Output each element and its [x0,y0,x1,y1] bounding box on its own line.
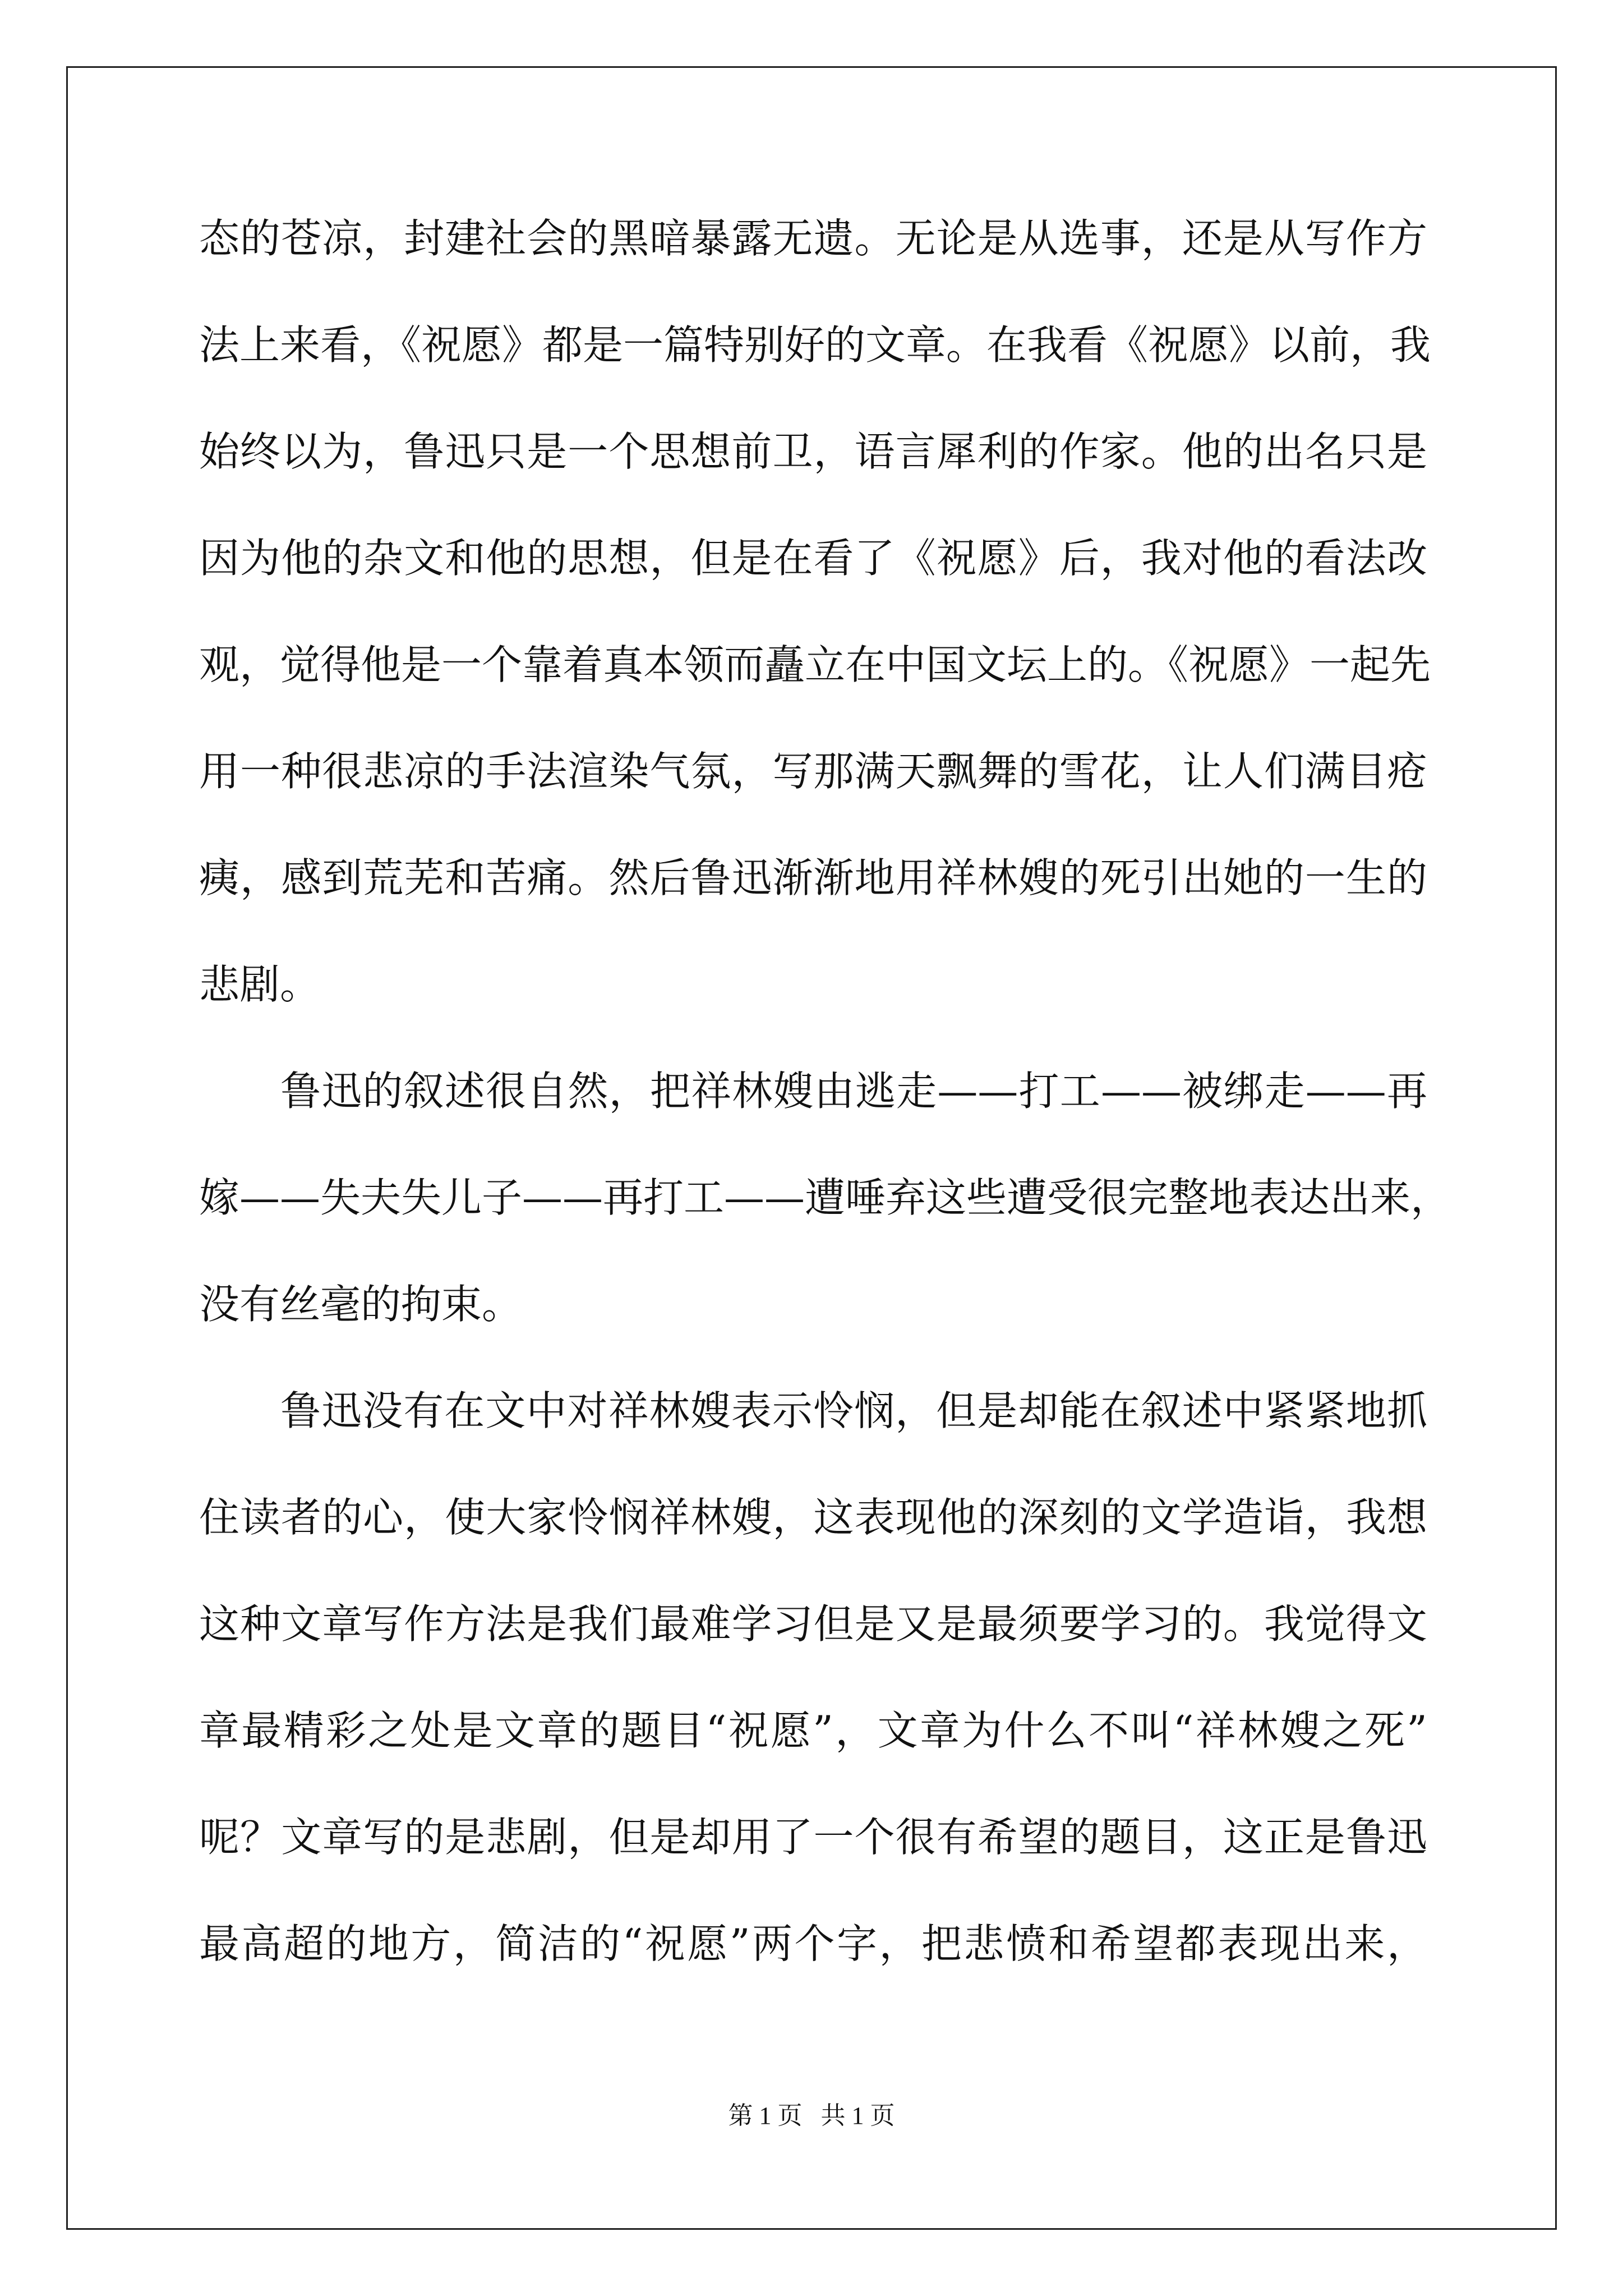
text-line: 没有丝毫的拘束。 [199,1281,523,1328]
text-line: 观，觉得他是一个靠着真本领而矗立在中国文坛上的。《祝愿》一起先 [199,641,1431,688]
text-line: 鲁迅的叙述很自然，把祥林嫂由逃走——打工——被绑走——再 [280,1068,1427,1115]
text-line: 悲剧。 [199,961,321,1008]
text-line: 这种文章写作方法是我们最难学习但是又是最须要学习的。我觉得文 [199,1600,1427,1648]
text-line: 态的苍凉，封建社会的黑暗暴露无遗。无论是从选事，还是从写作方 [199,215,1427,262]
text-line: 章最精彩之处是文章的题目“祝愿”，文章为什么不叫“祥林嫂之死” [199,1707,1427,1754]
text-line: 痍，感到荒芜和苦痛。然后鲁迅渐渐地用祥林嫂的死引出她的一生的 [199,854,1427,901]
text-line: 嫁——失夫失儿子——再打工——遭唾弃这些遭受很完整地表达出来， [199,1174,1451,1221]
text-line: 用一种很悲凉的手法渲染气氛，写那满天飘舞的雪花，让人们满目疮 [199,748,1427,795]
text-line: 最高超的地方，简洁的“祝愿”两个字，把悲愤和希望都表现出来， [199,1920,1427,1967]
text-line: 始终以为，鲁迅只是一个思想前卫，语言犀利的作家。他的出名只是 [199,428,1427,475]
text-line: 因为他的杂文和他的思想，但是在看了《祝愿》后，我对他的看法改 [199,535,1427,582]
text-line: 住读者的心，使大家怜悯祥林嫂，这表现他的深刻的文学造诣，我想 [199,1494,1427,1541]
page-number-footer: 第 1 页 共 1 页 [728,2102,895,2129]
text-line: 鲁迅没有在文中对祥林嫂表示怜悯，但是却能在叙述中紧紧地抓 [280,1387,1427,1434]
text-line: 呢？文章写的是悲剧，但是却用了一个很有希望的题目，这正是鲁迅 [199,1814,1427,1861]
text-line: 法上来看，《祝愿》都是一篇特别好的文章。在我看《祝愿》以前，我 [199,321,1431,369]
document-body [199,208,1451,2019]
